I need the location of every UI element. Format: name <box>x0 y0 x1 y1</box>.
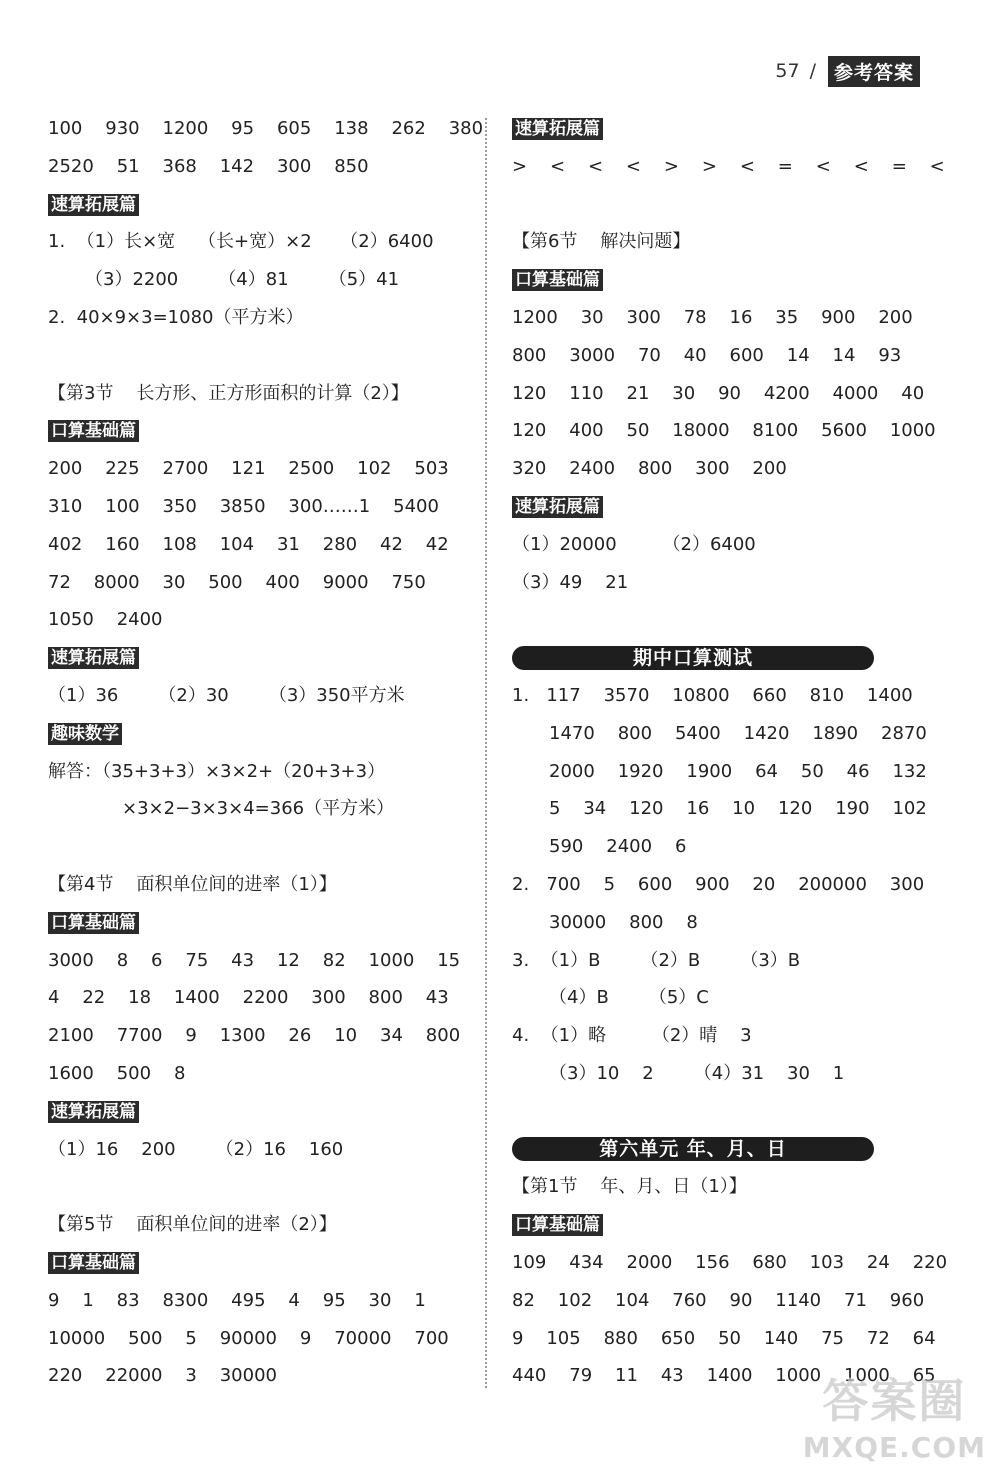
section-tag-row <box>48 412 478 450</box>
section-heading: 【第4节 面积单位间的进率（1）】 <box>48 873 337 895</box>
section-tag-row <box>48 715 478 753</box>
page-header <box>775 56 920 86</box>
answer-line: 220 22000 3 30000 <box>48 1365 277 1387</box>
answer-line: 1050 2400 <box>48 609 163 631</box>
unit-banner: 第六单元 年、月、日 <box>512 1137 874 1161</box>
section-tag: 口算基础篇 <box>512 1214 603 1236</box>
section-heading: 【第5节 面积单位间的进率（2）】 <box>48 1214 337 1236</box>
answer-line: （3）10 2 （4）31 30 1 <box>549 1062 845 1084</box>
answer-line: 30000 800 8 <box>549 911 698 933</box>
spacer <box>48 828 478 866</box>
section-heading: 【第3节 长方形、正方形面积的计算（2）】 <box>48 382 409 404</box>
section-tag-row <box>512 488 952 526</box>
spacer <box>512 186 952 224</box>
answer-line: 4. （1）略 （2）晴 3 <box>512 1025 752 1047</box>
section-tag-row <box>48 186 478 224</box>
answer-line: （1）20000 （2）6400 <box>512 533 756 555</box>
section-tag: 速算拓展篇 <box>48 647 139 669</box>
section-tag: 速算拓展篇 <box>512 118 603 140</box>
section-tag: 速算拓展篇 <box>48 1101 139 1123</box>
right-column <box>512 110 952 1395</box>
answer-line: 9 105 880 650 50 140 75 72 64 <box>512 1327 936 1349</box>
answer-line: 3000 8 6 75 43 12 82 1000 15 <box>48 949 461 971</box>
answer-line: > < < < > > < = < < = < <box>512 155 945 177</box>
answer-line: 2. 40×9×3=1080（平方米） <box>48 306 304 328</box>
answer-line: 3. （1）B （2）B （3）B <box>512 949 801 971</box>
section-tag: 速算拓展篇 <box>512 496 603 518</box>
section-heading: 【第6节 解决问题】 <box>512 231 691 253</box>
answer-line: 1470 800 5400 1420 1890 2870 <box>549 722 927 744</box>
page-number: 57 <box>775 60 800 82</box>
watermark-logo-text: 答案圈 <box>822 1374 967 1428</box>
section-tag: 口算基础篇 <box>48 1252 139 1274</box>
section-tag-row <box>48 904 478 942</box>
answer-line: （1）36 （2）30 （3）350平方米 <box>48 684 405 706</box>
section-heading: 【第1节 年、月、日（1）】 <box>512 1176 747 1198</box>
answer-line: 2. 700 5 600 900 20 200000 300 <box>512 873 925 895</box>
spacer <box>48 337 478 375</box>
answer-line: 320 2400 800 300 200 <box>512 458 787 480</box>
answer-line: 10000 500 5 90000 9 70000 700 <box>48 1327 449 1349</box>
answer-line: 9 1 83 8300 495 4 95 30 1 <box>48 1289 426 1311</box>
watermark <box>803 1365 986 1464</box>
answer-line: 1600 500 8 <box>48 1062 186 1084</box>
unit-banner-row <box>512 1131 952 1169</box>
answer-line: 1. 117 3570 10800 660 810 1400 <box>512 684 913 706</box>
spacer <box>512 1093 952 1131</box>
watermark-url: MXQE.COM <box>802 1431 986 1464</box>
answer-line: 72 8000 30 500 400 9000 750 <box>48 571 426 593</box>
answer-line: 590 2400 6 <box>549 836 687 858</box>
column-divider <box>485 118 487 1388</box>
unit-banner-row <box>512 639 952 677</box>
answer-line: 310 100 350 3850 300……1 5400 <box>48 495 439 517</box>
answer-line: 800 3000 70 40 600 14 14 93 <box>512 344 902 366</box>
answer-line: 4 22 18 1400 2200 300 800 43 <box>48 987 449 1009</box>
answer-line: （3）2200 （4）81 （5）41 <box>85 269 400 291</box>
spacer <box>48 1168 478 1206</box>
answer-line: 120 110 21 30 90 4200 4000 40 <box>512 382 925 404</box>
left-column <box>48 110 484 1395</box>
spacer <box>512 601 952 639</box>
answer-line: 82 102 104 760 90 1140 71 960 <box>512 1289 925 1311</box>
answer-line: 2000 1920 1900 64 50 46 132 <box>549 760 927 782</box>
answer-line: 100 930 1200 95 605 138 262 380 <box>48 118 484 139</box>
section-tag: 口算基础篇 <box>512 269 603 291</box>
section-tag-row <box>48 1244 478 1282</box>
section-tag-row <box>512 110 952 148</box>
answer-line: 120 400 50 18000 8100 5600 1000 <box>512 420 936 442</box>
header-label: 参考答案 <box>828 56 920 87</box>
section-tag-row <box>48 1093 478 1131</box>
answer-line: 402 160 108 104 31 280 42 42 <box>48 533 449 555</box>
answer-line: ×3×2−3×3×4=366（平方米） <box>122 798 395 820</box>
section-tag: 速算拓展篇 <box>48 194 139 216</box>
header-slash: / <box>809 60 816 82</box>
answer-line: 2100 7700 9 1300 26 10 34 800 <box>48 1025 461 1047</box>
answer-line: 440 79 11 43 1400 1000 1000 65 <box>512 1365 936 1387</box>
answer-line: 2520 51 368 142 300 850 <box>48 155 369 177</box>
section-tag-row <box>48 639 478 677</box>
answer-line: 109 434 2000 156 680 103 24 220 <box>512 1251 948 1273</box>
answer-line: 1200 30 300 78 16 35 900 200 <box>512 306 913 328</box>
answer-line: 解答：（35+3+3）×3×2+（20+3+3） <box>48 760 386 782</box>
answer-line: 200 225 2700 121 2500 102 503 <box>48 458 449 480</box>
section-tag: 口算基础篇 <box>48 912 139 934</box>
section-tag: 口算基础篇 <box>48 420 139 442</box>
answer-line: （4）B （5）C <box>549 987 709 1009</box>
section-tag: 趣味数学 <box>48 723 122 745</box>
section-tag-row <box>512 261 952 299</box>
answer-line: 5 34 120 16 10 120 190 102 <box>549 798 927 820</box>
section-tag-row <box>512 1206 952 1244</box>
answer-line: （3）49 21 <box>512 571 629 593</box>
answer-line: 1. （1）长×宽 （长+宽）×2 （2）6400 <box>48 231 434 253</box>
unit-banner: 期中口算测试 <box>512 646 874 670</box>
answer-line: （1）16 200 （2）16 160 <box>48 1138 344 1160</box>
